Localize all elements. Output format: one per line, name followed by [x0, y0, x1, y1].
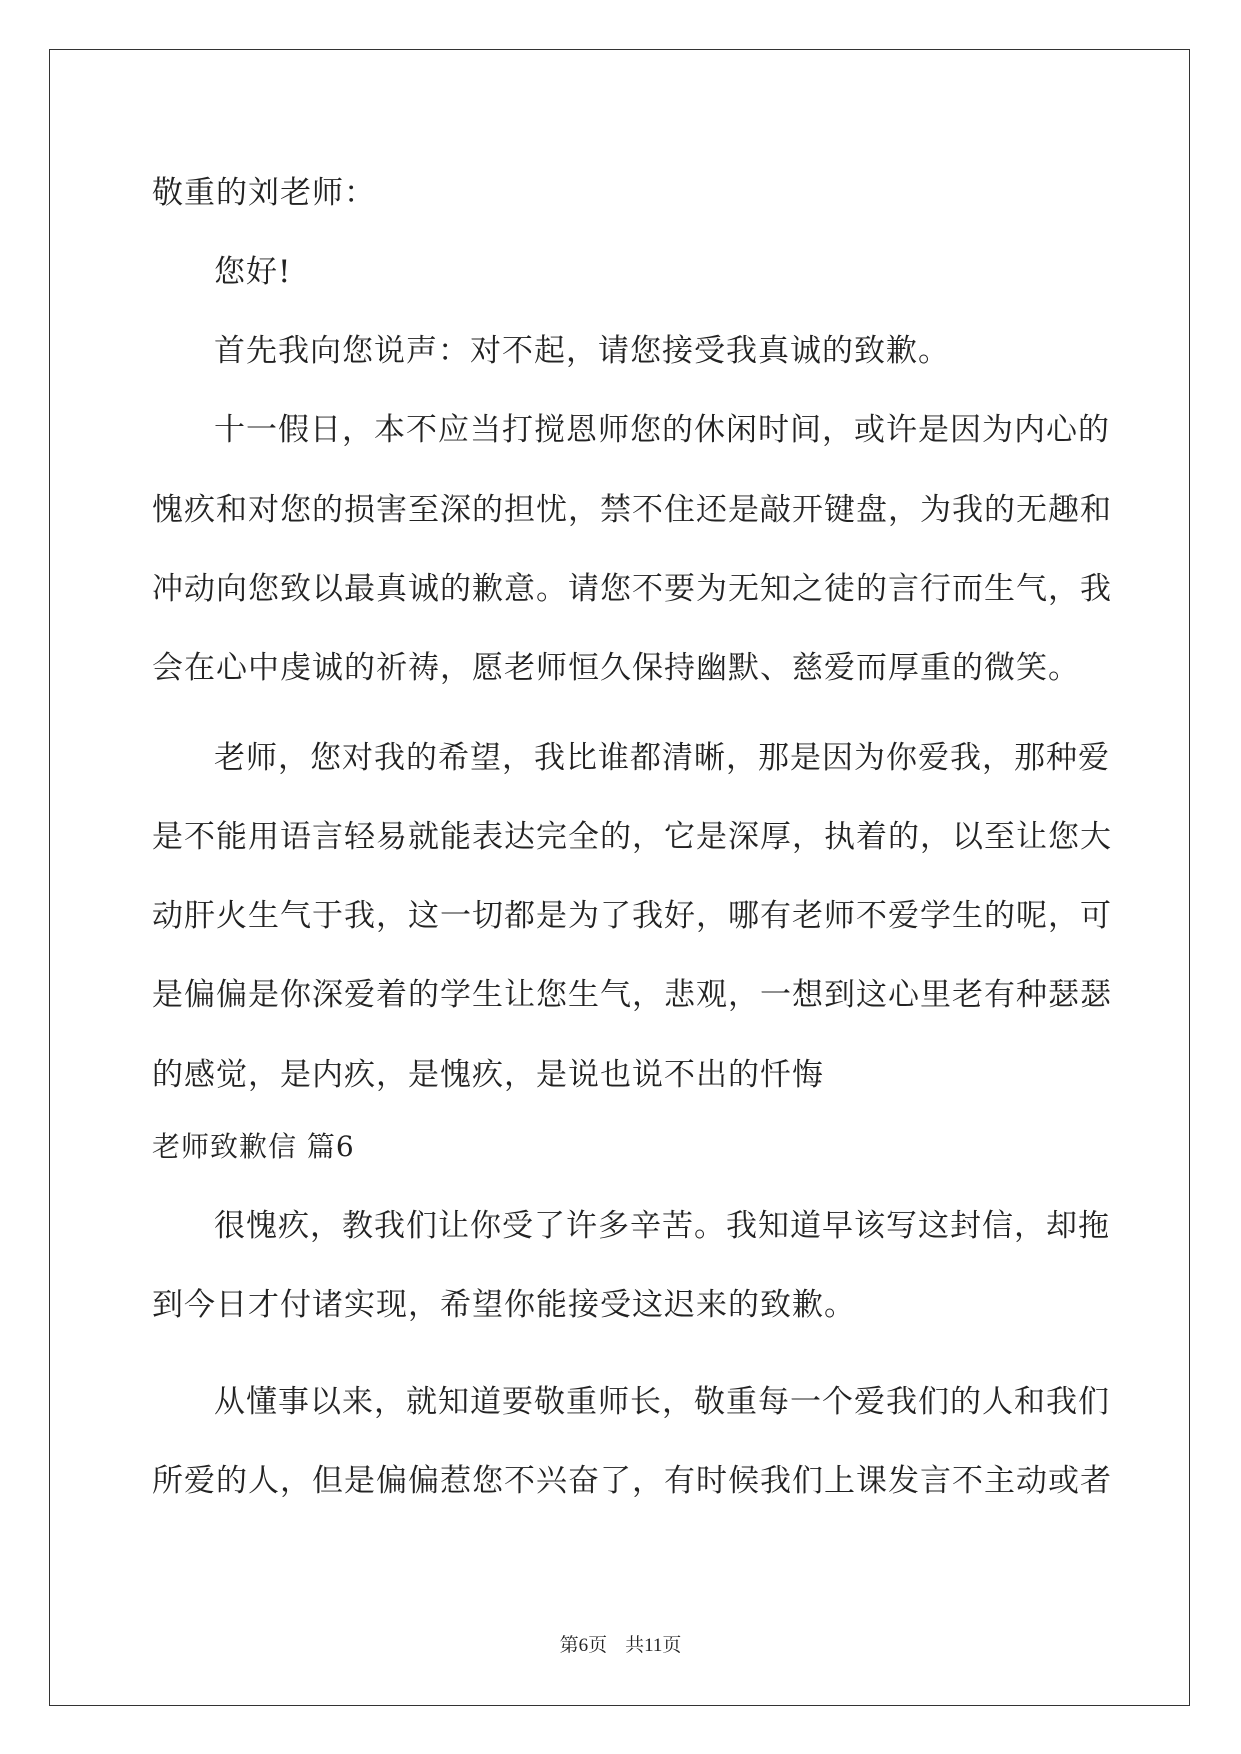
paragraph-line: 动肝火生气于我，这一切都是为了我好，哪有老师不爱学生的呢，可	[152, 898, 1112, 934]
paragraph-line: 是偏偏是你深爱着的学生让您生气，悲观，一想到这心里老有种瑟瑟	[152, 977, 1112, 1013]
page-total: 共11页	[625, 1635, 682, 1656]
greeting: 您好!	[214, 254, 292, 290]
paragraph-line: 是不能用语言轻易就能表达完全的，它是深厚，执着的，以至让您大	[152, 819, 1112, 855]
page-footer	[0, 1630, 1241, 1657]
paragraph-line: 老师，您对我的希望，我比谁都清晰，那是因为你爱我，那种爱	[214, 740, 1110, 776]
paragraph-line: 首先我向您说声：对不起，请您接受我真诚的致歉。	[214, 333, 950, 369]
paragraph-line: 的感觉，是内疚，是愧疚，是说也说不出的忏悔	[152, 1057, 824, 1093]
paragraph-line: 从懂事以来，就知道要敬重师长，敬重每一个爱我们的人和我们	[214, 1384, 1110, 1420]
paragraph-line: 很愧疚，教我们让你受了许多辛苦。我知道早该写这封信，却拖	[214, 1208, 1110, 1244]
paragraph-line: 冲动向您致以最真诚的歉意。请您不要为无知之徒的言行而生气，我	[152, 571, 1112, 607]
paragraph-line: 到今日才付诸实现，希望你能接受这迟来的致歉。	[152, 1287, 856, 1323]
page-border	[49, 49, 1190, 1706]
paragraph-line: 会在心中虔诚的祈祷，愿老师恒久保持幽默、慈爱而厚重的微笑。	[152, 650, 1080, 686]
paragraph-line: 愧疚和对您的损害至深的担忧，禁不住还是敲开键盘，为我的无趣和	[152, 492, 1112, 528]
page-number: 第6页	[559, 1635, 608, 1656]
salutation: 敬重的刘老师：	[152, 175, 376, 211]
paragraph-line: 十一假日，本不应当打搅恩师您的休闲时间，或许是因为内心的	[214, 412, 1110, 448]
section-heading: 老师致歉信 篇6	[152, 1130, 355, 1163]
paragraph-line: 所爱的人，但是偏偏惹您不兴奋了，有时候我们上课发言不主动或者	[152, 1463, 1112, 1499]
